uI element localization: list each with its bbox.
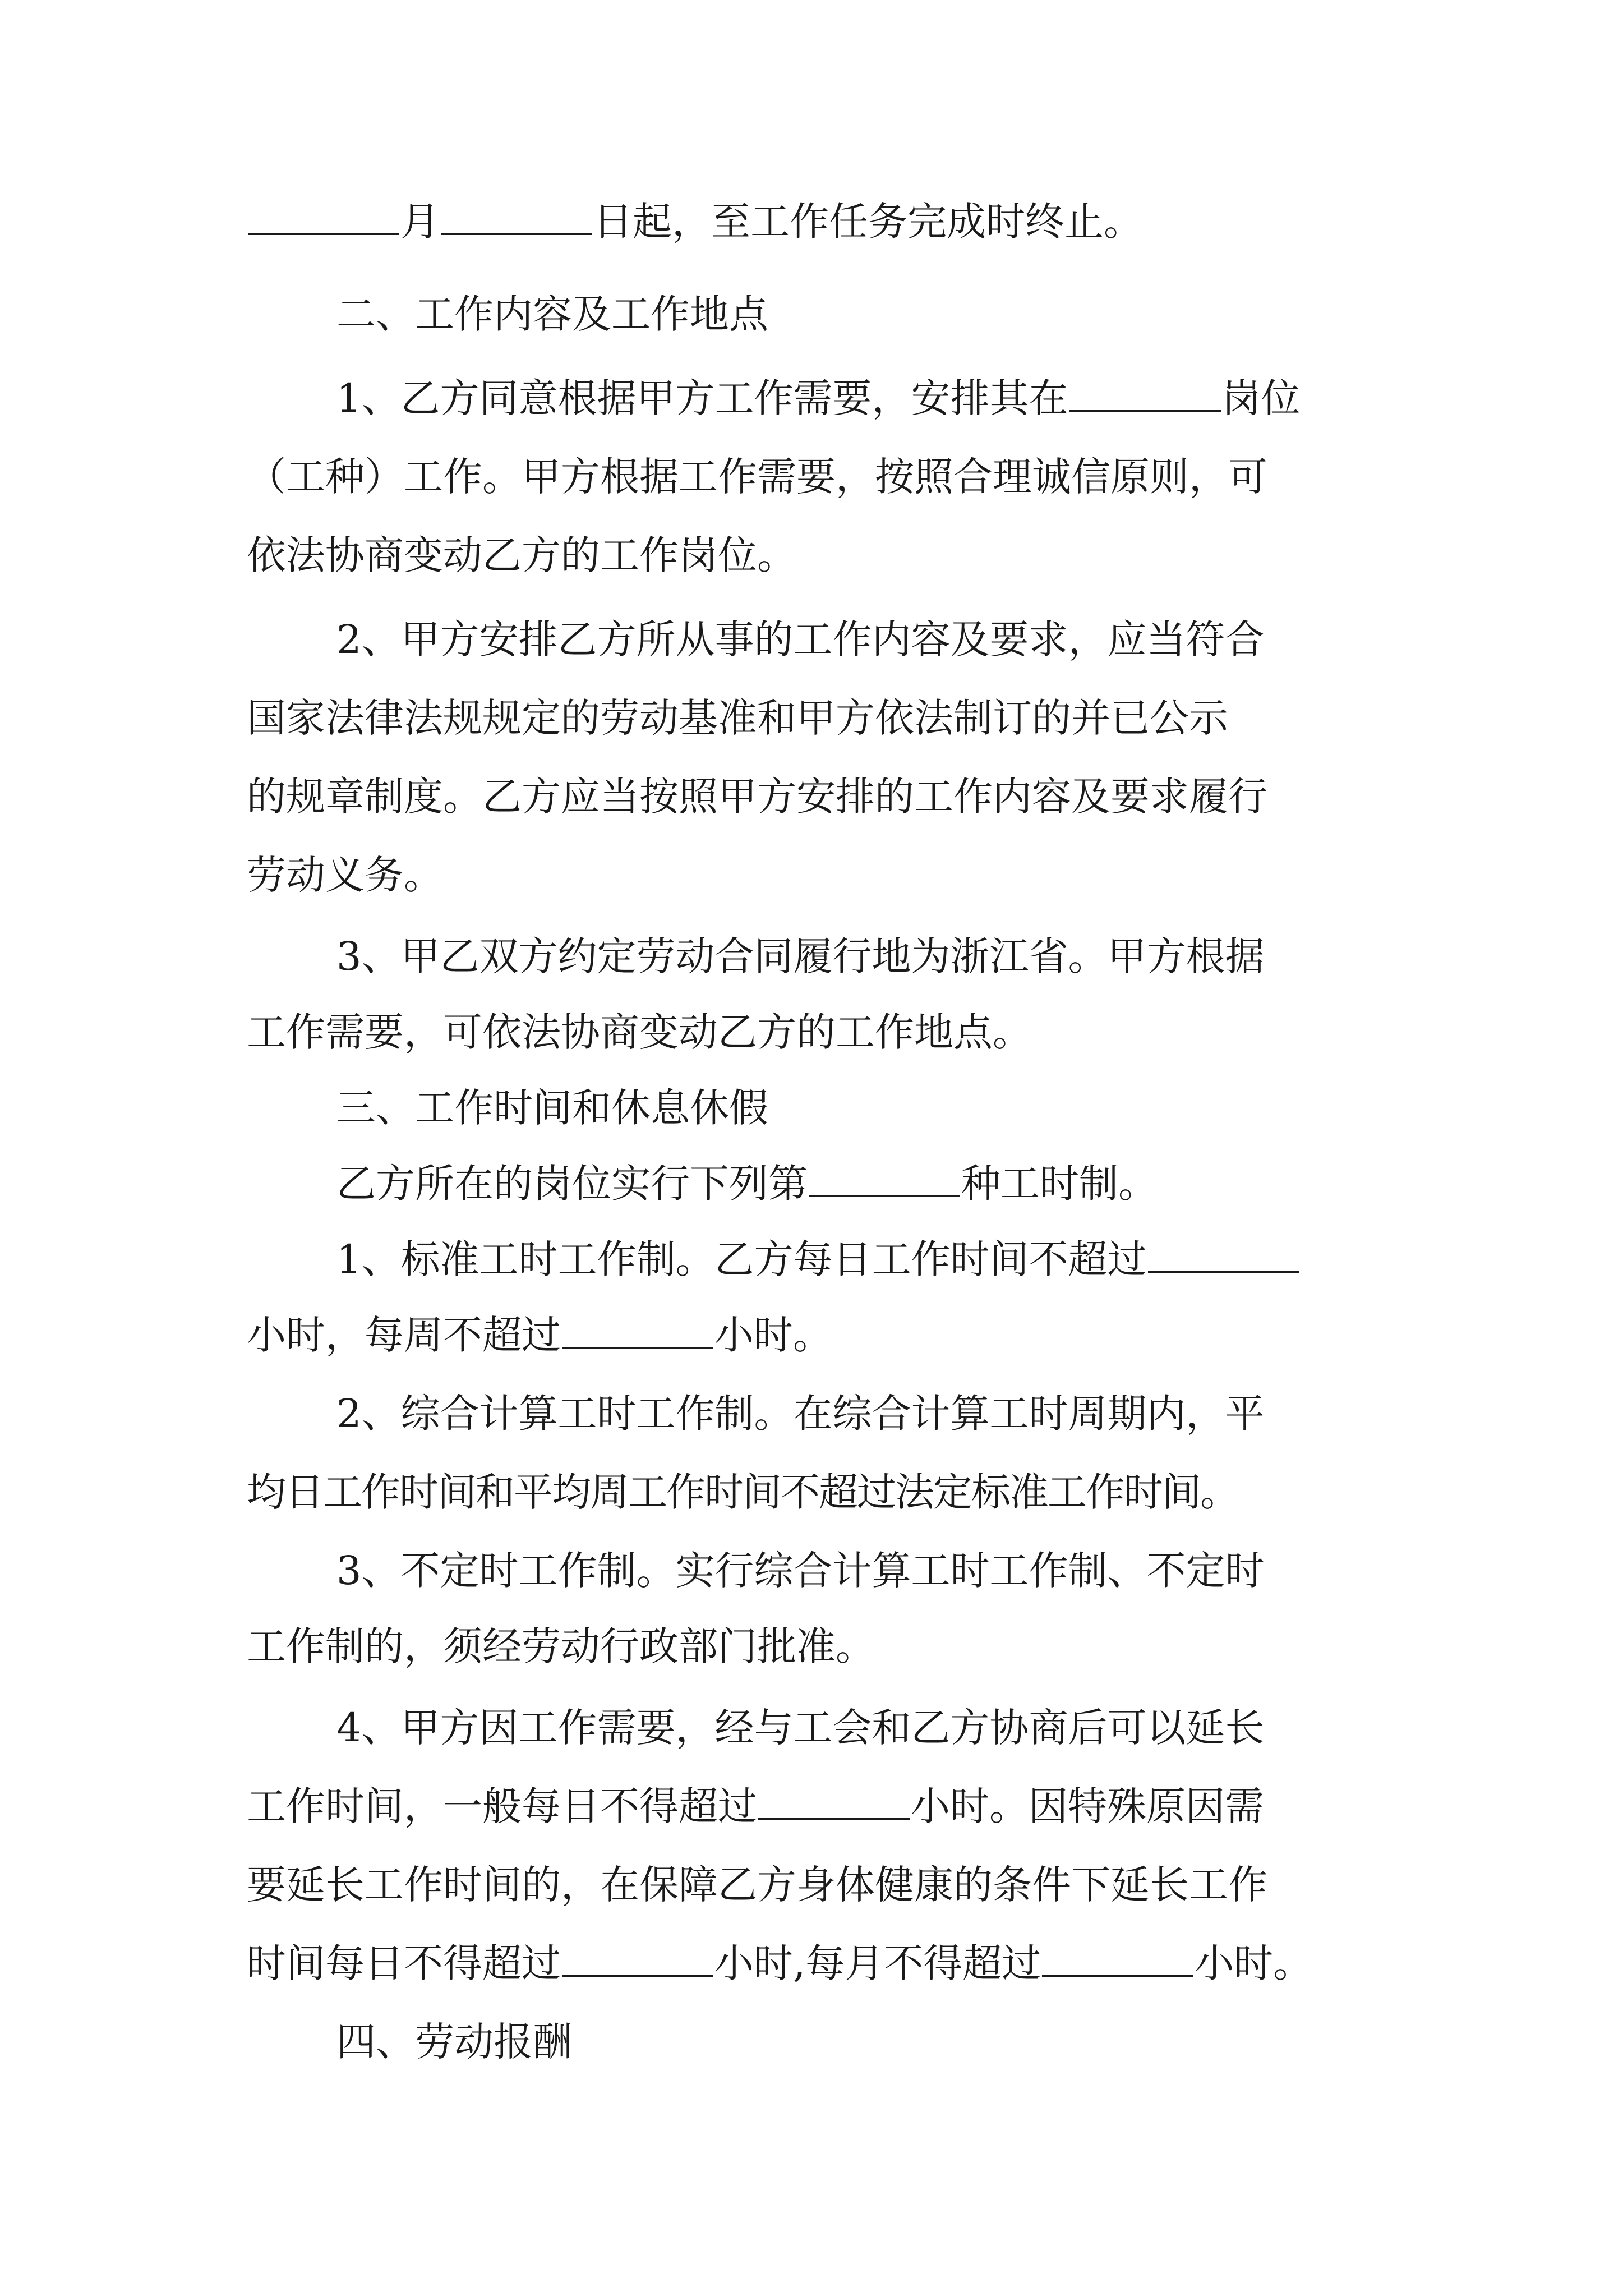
text-segment: 2、综合计算工时工作制。在综合计算工时周期内，平 [336,1391,1265,1437]
text-segment: 1、标准工时工作制。乙方每日工作时间不超过 [336,1236,1147,1282]
text-segment: 劳动义务。 [247,852,443,898]
text-segment: 小时，每周不超过 [247,1312,561,1358]
text-line [247,1618,875,1674]
fill-in-blank[interactable] [809,1156,960,1197]
text-segment: 工作时间，一般每日不得超过 [247,1783,757,1829]
text-line [247,194,1143,250]
fill-in-blank[interactable] [758,1779,910,1820]
text-segment: 2、甲方安排乙方所从事的工作内容及要求，应当符合 [336,616,1265,662]
text-line [336,1543,1265,1599]
text-line [247,1857,1267,1913]
text-segment: 小时。因特殊原因需 [911,1783,1264,1829]
fill-in-blank[interactable] [248,194,399,235]
text-segment: 国家法律法规规定的劳动基准和甲方依法制订的并已公示 [247,695,1228,741]
text-line [247,527,796,583]
fill-in-blank[interactable] [562,1308,713,1349]
fill-in-blank[interactable] [1042,1936,1193,1977]
text-segment: 的规章制度。乙方应当按照甲方安排的工作内容及要求履行 [247,774,1267,820]
text-line [336,1231,1301,1287]
text-line [247,1464,1238,1520]
text-line [247,1004,1032,1060]
fill-in-blank[interactable] [1069,371,1221,412]
text-segment: 岗位 [1221,375,1301,421]
text-segment: 1、乙方同意根据甲方工作需要，安排其在 [336,375,1068,421]
text-segment: 三、工作时间和休息休假 [336,1085,768,1131]
text-segment: 小时。 [714,1312,832,1358]
text-segment: 四、劳动报酬 [336,2019,572,2065]
text-line [247,847,443,903]
text-segment: 工作需要，可依法协商变动乙方的工作地点。 [247,1009,1032,1055]
text-line [247,449,1267,505]
text-segment: 时间每日不得超过 [247,1940,561,1986]
text-segment: 要延长工作时间的，在保障乙方身体健康的条件下延长工作 [247,1862,1267,1908]
fill-in-blank[interactable] [441,194,592,235]
text-segment: 月 [400,199,440,245]
fill-in-blank[interactable] [1148,1232,1299,1273]
text-line [336,370,1301,426]
text-segment: 小时。 [1195,1940,1313,1986]
text-line [247,1778,1264,1834]
text-segment: 日起，至工作任务完成时终止。 [593,199,1143,245]
text-segment: 4、甲方因工作需要，经与工会和乙方协商后可以延长 [336,1705,1265,1751]
text-line [336,1386,1265,1442]
text-line [336,611,1265,668]
section-heading [336,286,768,342]
text-segment: 种工时制。 [961,1161,1158,1207]
text-line [247,1935,1312,1991]
section-heading [336,1080,768,1136]
text-segment: 小时,每月不得超过 [714,1940,1041,1986]
text-segment: 依法协商变动乙方的工作岗位。 [247,532,796,578]
text-line [336,1156,1158,1212]
text-segment: 3、不定时工作制。实行综合计算工时工作制、不定时 [336,1548,1265,1594]
text-segment: 均日工作时间和平均周工作时间不超过法定标准工作时间。 [247,1469,1238,1515]
text-segment: 工作制的，须经劳动行政部门批准。 [247,1623,875,1669]
text-line [247,769,1267,825]
text-line [247,1307,832,1363]
text-segment: （工种）工作。甲方根据工作需要，按照合理诚信原则，可 [247,454,1267,500]
fill-in-blank[interactable] [562,1936,713,1977]
text-segment: 3、甲乙双方约定劳动合同履行地为浙江省。甲方根据 [336,933,1265,979]
text-line [336,928,1265,984]
text-line [247,690,1228,746]
section-heading [336,2014,572,2070]
text-line [336,1700,1265,1756]
text-segment: 乙方所在的岗位实行下列第 [336,1161,808,1207]
text-segment: 二、工作内容及工作地点 [336,291,768,337]
